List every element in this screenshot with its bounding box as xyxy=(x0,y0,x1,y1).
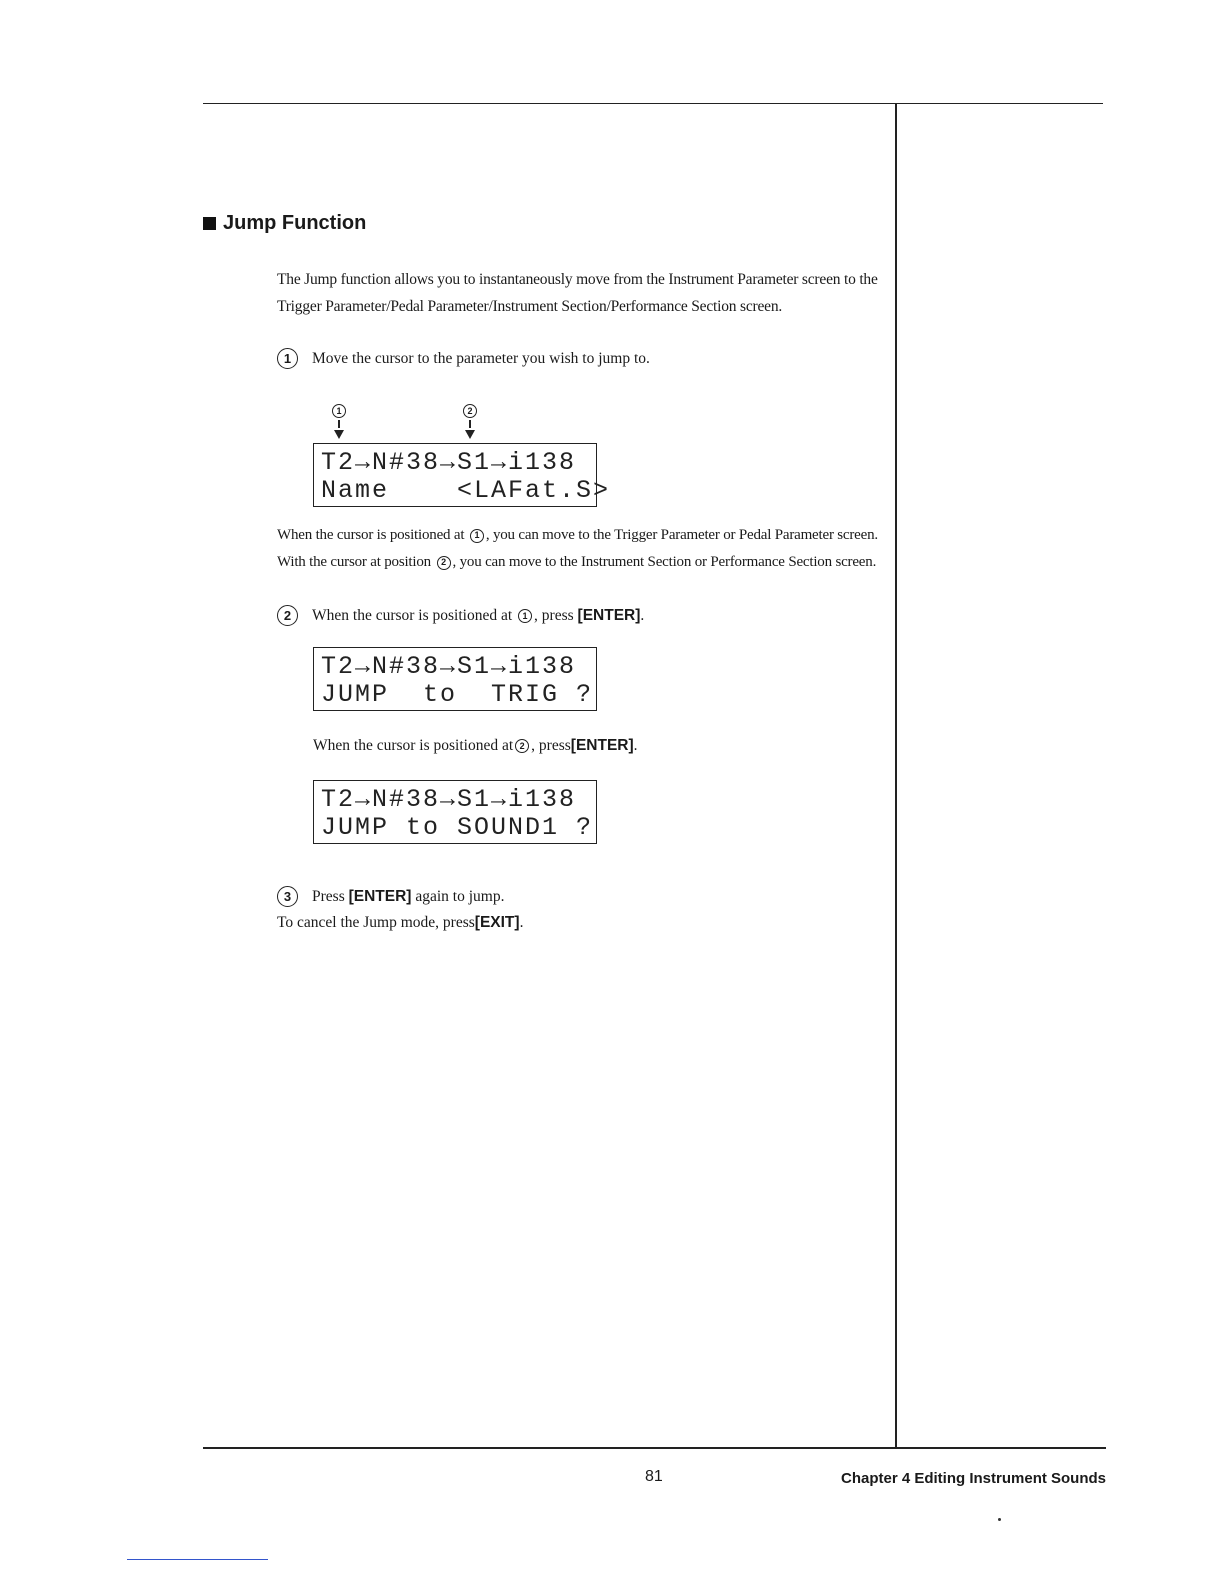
marker-1-number: 1 xyxy=(332,404,346,418)
cancel-instruction: To cancel the Jump mode, press [EXIT] . xyxy=(277,914,524,931)
enter-key-label: [ENTER] xyxy=(348,887,412,905)
section-title: Jump Function xyxy=(223,212,367,234)
marker-2-number: 2 xyxy=(463,404,477,418)
step-1 xyxy=(277,348,650,369)
lcd-1-line-1: T2→N#38→S1→i138 xyxy=(321,448,577,477)
position-1-marker: 1 xyxy=(470,529,484,543)
intro-paragraph: The Jump function allows you to instantaneously move from the Instrument Parameter screen to the Trigger Parameter/Pedal Parameter/Instrument Section/Performance Section screen. xyxy=(277,271,878,315)
down-arrow-icon xyxy=(334,430,344,439)
lcd-1-line-2: Name <LAFat.S> xyxy=(321,476,611,505)
lcd-display-3 xyxy=(313,780,597,844)
exit-key-label: [EXIT] xyxy=(474,914,520,931)
marker-1-stem xyxy=(338,420,340,428)
step-2-text: When the cursor is positioned at 1 , press [ENTER]. xyxy=(312,606,645,624)
step-3-number: 3 xyxy=(277,886,298,907)
lcd-2-line-1: T2→N#38→S1→i138 xyxy=(321,652,577,681)
down-arrow-icon xyxy=(465,430,475,439)
stray-dot xyxy=(998,1518,1001,1521)
cursor-marker-1 xyxy=(328,402,350,439)
marker-2-stem xyxy=(469,420,471,428)
enter-key-label: [ENTER] xyxy=(570,737,634,754)
position-2-marker: 2 xyxy=(515,739,529,753)
lcd-3-line-2: JUMP to SOUND1 ? xyxy=(321,813,594,842)
step-1-number: 1 xyxy=(277,348,298,369)
note-1 xyxy=(277,522,887,576)
step-2 xyxy=(277,605,644,626)
enter-key-label: [ENTER] xyxy=(577,606,641,624)
lcd-2-line-2: JUMP to TRIG ? xyxy=(321,680,594,709)
chapter-title: Chapter 4 Editing Instrument Sounds xyxy=(841,1470,1107,1487)
step-3-text: Press [ENTER] again to jump. xyxy=(312,887,505,905)
cursor-marker-2 xyxy=(459,402,481,439)
square-bullet-icon xyxy=(203,217,216,230)
lcd-display-1 xyxy=(313,443,611,507)
page-number: 81 xyxy=(645,1468,663,1485)
step-3 xyxy=(277,886,504,907)
footnote-rule xyxy=(127,1559,268,1560)
lcd-display-2 xyxy=(313,647,597,711)
margin-rule xyxy=(895,103,897,1447)
step-2-number: 2 xyxy=(277,605,298,626)
step-1-text: Move the cursor to the parameter you wish to jump to. xyxy=(312,349,650,367)
note-2: When the cursor is positioned at 2 , press [ENTER] . xyxy=(313,737,638,754)
lcd-3-line-1: T2→N#38→S1→i138 xyxy=(321,785,577,814)
bottom-rule xyxy=(203,1447,1106,1449)
position-2-marker: 2 xyxy=(437,556,451,570)
section-heading xyxy=(203,212,366,235)
top-rule xyxy=(203,103,1103,104)
position-1-marker: 1 xyxy=(518,609,532,623)
note-1-line-a: When the cursor is positioned at 1 , you can move to the Trigger Parameter or Pedal Parameter screen. xyxy=(277,527,878,543)
note-1-line-b: With the cursor at position 2 , you can move to the Instrument Section or Performance Section screen. xyxy=(277,554,877,570)
